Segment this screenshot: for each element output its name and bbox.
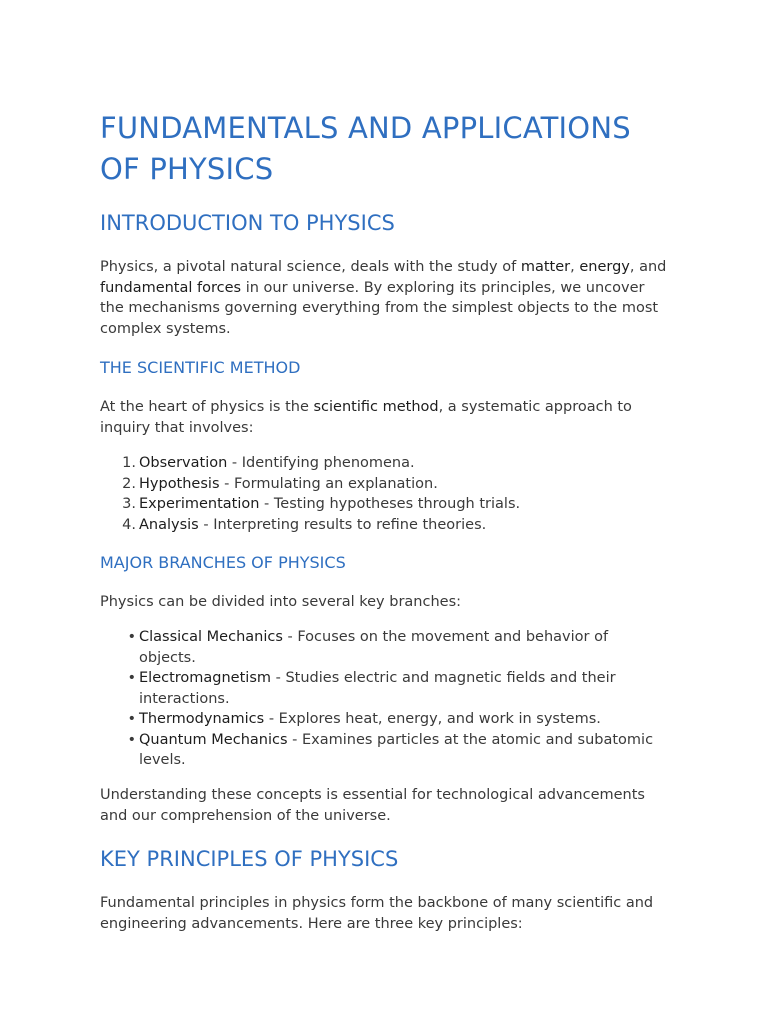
- principles-intro-paragraph: Fundamental principles in physics form the backbone of many scientific and engineering advancements. Here are three key principles:: [100, 895, 654, 932]
- list-marker: •: [127, 629, 136, 645]
- branches-closing-paragraph: Understanding these concepts is essential for technological advancements and our comprehension of the universe.: [100, 787, 645, 824]
- branch-description: - Focuses on the movement and behavior of objects.: [139, 629, 609, 666]
- list-marker: •: [127, 670, 136, 686]
- step-term: Analysis: [139, 516, 199, 533]
- term-energy: energy: [579, 259, 630, 275]
- step-term: Observation: [139, 455, 228, 471]
- list-item: [100, 453, 660, 474]
- step-term: Hypothesis: [139, 475, 220, 492]
- list-item: [100, 709, 660, 730]
- method-paragraph: [100, 397, 670, 438]
- branch-term: Classical Mechanics: [139, 629, 283, 645]
- list-marker: 4.: [122, 516, 136, 533]
- term-fundamental-forces: fundamental forces: [100, 279, 242, 296]
- intro-text-c: , and: [629, 259, 667, 275]
- branch-term: Electromagnetism: [139, 670, 272, 686]
- list-item: [100, 474, 660, 495]
- list-marker: 3.: [122, 496, 136, 512]
- list-item: [100, 494, 660, 515]
- method-text-a: At the heart of physics is the: [100, 399, 314, 415]
- step-description: - Identifying phenomena.: [227, 455, 415, 471]
- section-heading-scientific-method: THE SCIENTIFIC METHOD: [100, 358, 301, 377]
- branch-term: Thermodynamics: [139, 711, 265, 727]
- list-marker: •: [127, 731, 136, 748]
- branch-term: Quantum Mechanics: [139, 731, 288, 748]
- method-text-b: , a systematic approach to inquiry that involves:: [100, 399, 632, 436]
- list-marker: •: [127, 711, 136, 727]
- term-matter: matter: [520, 259, 571, 275]
- term-scientific-method: scientific method: [313, 399, 439, 415]
- section-heading-introduction: INTRODUCTION TO PHYSICS: [100, 211, 395, 235]
- document-title: FUNDAMENTALS AND APPLICATIONS OF PHYSICS: [100, 111, 631, 186]
- intro-text-d: in our universe. By exploring its principles, we uncover the mechanisms governing everything from the simplest objects to the most complex systems.: [100, 279, 659, 337]
- branch-description: - Examines particles at the atomic and subatomic levels.: [139, 731, 654, 768]
- step-term: Experimentation: [139, 496, 260, 512]
- branch-description: - Studies electric and magnetic fields and their interactions.: [139, 670, 616, 707]
- section-heading-key-principles: KEY PRINCIPLES OF PHYSICS: [100, 847, 399, 871]
- intro-text-b: ,: [570, 259, 580, 275]
- method-steps-list: [100, 453, 660, 535]
- intro-paragraph: [100, 257, 670, 339]
- list-item: [100, 730, 660, 771]
- intro-text-a: Physics, a pivotal natural science, deals with the study of: [100, 259, 521, 275]
- step-description: - Interpreting results to refine theories.: [198, 516, 487, 533]
- list-marker: 1.: [122, 455, 136, 471]
- branches-intro-paragraph: Physics can be divided into several key branches:: [100, 594, 462, 610]
- list-item: [100, 668, 660, 709]
- step-description: - Formulating an explanation.: [219, 475, 438, 492]
- list-item: [100, 627, 660, 668]
- branch-description: - Explores heat, energy, and work in systems.: [264, 711, 601, 727]
- list-item: [100, 515, 660, 536]
- section-heading-major-branches: MAJOR BRANCHES OF PHYSICS: [100, 553, 346, 572]
- list-marker: 2.: [122, 475, 136, 492]
- step-description: - Testing hypotheses through trials.: [259, 496, 521, 512]
- branches-list: [100, 627, 660, 771]
